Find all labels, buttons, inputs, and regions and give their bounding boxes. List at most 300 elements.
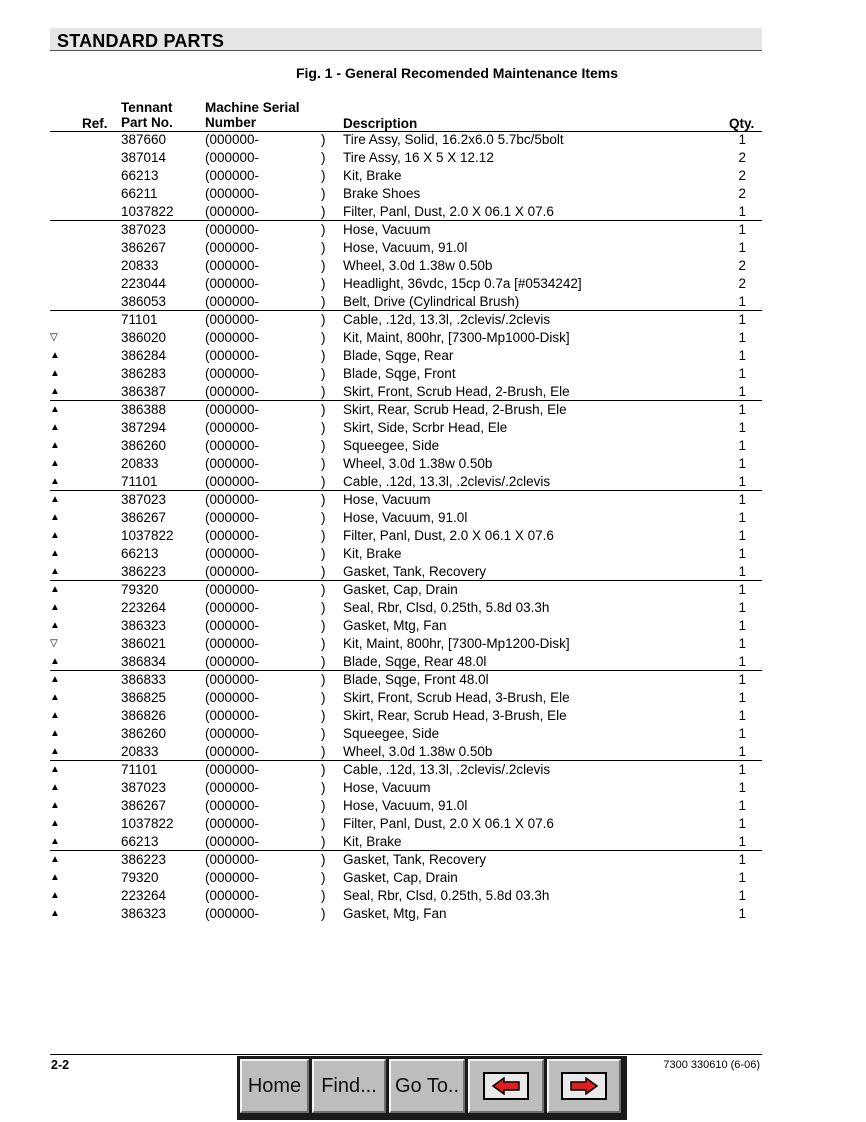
serial-close: ) <box>321 834 326 849</box>
serial-number: (000000- <box>205 276 260 291</box>
part-number: 223264 <box>121 888 167 903</box>
part-number: 223264 <box>121 600 167 615</box>
description: Kit, Brake <box>343 546 402 561</box>
table-row <box>50 131 762 149</box>
quantity: 1 <box>738 636 746 651</box>
ref-marker: ▲ <box>50 548 60 559</box>
quantity: 2 <box>738 276 746 291</box>
table-row <box>50 599 762 617</box>
ref-marker: ▽ <box>50 332 58 343</box>
serial-close: ) <box>321 816 326 831</box>
quantity: 1 <box>738 852 746 867</box>
ref-marker: ▲ <box>50 512 60 523</box>
serial-close: ) <box>321 852 326 867</box>
part-number: 386267 <box>121 240 167 255</box>
ref-marker: ▲ <box>50 530 60 541</box>
quantity: 1 <box>738 798 746 813</box>
ref-marker: ▲ <box>50 620 60 631</box>
find-button[interactable]: Find... <box>312 1059 386 1113</box>
table-row <box>50 437 762 455</box>
page-number: 2-2 <box>51 1058 70 1072</box>
description: Wheel, 3.0d 1.38w 0.50b <box>343 258 493 273</box>
quantity: 1 <box>738 528 746 543</box>
arrow-right-icon-shape <box>569 1077 599 1095</box>
part-number: 386267 <box>121 510 167 525</box>
quantity: 1 <box>738 546 746 561</box>
table-row <box>50 527 762 545</box>
ref-marker: ▲ <box>50 782 60 793</box>
previous-page-button[interactable] <box>468 1059 544 1113</box>
serial-number: (000000- <box>205 474 260 489</box>
table-row <box>50 581 762 599</box>
serial-number: (000000- <box>205 240 260 255</box>
ref-marker: ▲ <box>50 890 60 901</box>
quantity: 1 <box>738 204 746 219</box>
serial-number: (000000- <box>205 222 260 237</box>
quantity: 2 <box>738 186 746 201</box>
serial-close: ) <box>321 690 326 705</box>
ref-marker: ▲ <box>50 368 60 379</box>
serial-number: (000000- <box>205 546 260 561</box>
quantity: 2 <box>738 150 746 165</box>
serial-number: (000000- <box>205 456 260 471</box>
ref-marker: ▲ <box>50 440 60 451</box>
table-row <box>50 797 762 815</box>
quantity: 1 <box>738 618 746 633</box>
table-row <box>50 725 762 743</box>
description: Skirt, Side, Scrbr Head, Ele <box>343 420 508 435</box>
part-number: 20833 <box>121 258 159 273</box>
ref-marker: ▲ <box>50 386 60 397</box>
ref-marker: ▲ <box>50 602 60 613</box>
table-row <box>50 293 762 311</box>
description: Gasket, Tank, Recovery <box>343 564 487 579</box>
part-number: 387014 <box>121 150 167 165</box>
table-row <box>50 563 762 581</box>
serial-number: (000000- <box>205 312 260 327</box>
ref-marker: ▲ <box>50 854 60 865</box>
serial-close: ) <box>321 492 326 507</box>
serial-number: (000000- <box>205 186 260 201</box>
next-page-button[interactable] <box>547 1059 621 1113</box>
table-row <box>50 779 762 797</box>
description: Filter, Panl, Dust, 2.0 X 06.1 X 07.6 <box>343 528 554 543</box>
description: Kit, Brake <box>343 834 402 849</box>
serial-number: (000000- <box>205 258 260 273</box>
part-number: 386387 <box>121 384 167 399</box>
serial-number: (000000- <box>205 348 260 363</box>
table-row <box>50 203 762 221</box>
ref-marker: ▲ <box>50 800 60 811</box>
ref-marker: ▲ <box>50 872 60 883</box>
part-number: 387023 <box>121 492 167 507</box>
description: Hose, Vacuum <box>343 492 431 507</box>
table-row <box>50 689 762 707</box>
serial-close: ) <box>321 708 326 723</box>
ref-marker: ▲ <box>50 404 60 415</box>
part-number: 66211 <box>121 186 158 201</box>
serial-number: (000000- <box>205 150 260 165</box>
quantity: 1 <box>738 870 746 885</box>
serial-number: (000000- <box>205 402 260 417</box>
quantity: 1 <box>738 348 746 363</box>
serial-number: (000000- <box>205 132 260 147</box>
home-button[interactable]: Home <box>240 1059 309 1113</box>
table-row <box>50 617 762 635</box>
serial-close: ) <box>321 780 326 795</box>
quantity: 1 <box>738 456 746 471</box>
serial-number: (000000- <box>205 834 260 849</box>
part-number: 386021 <box>121 636 167 651</box>
description: Squeegee, Side <box>343 726 440 741</box>
description: Blade, Sqge, Front 48.0l <box>343 672 489 687</box>
serial-number: (000000- <box>205 204 260 219</box>
serial-number: (000000- <box>205 330 260 345</box>
serial-close: ) <box>321 582 326 597</box>
serial-close: ) <box>321 510 326 525</box>
serial-close: ) <box>321 888 326 903</box>
description: Hose, Vacuum, 91.0l <box>343 798 468 813</box>
part-number: 386260 <box>121 438 167 453</box>
part-number: 386267 <box>121 798 167 813</box>
part-number: 79320 <box>121 582 159 597</box>
table-row <box>50 545 762 563</box>
description: Cable, .12d, 13.3l, .2clevis/.2clevis <box>343 474 551 489</box>
serial-number: (000000- <box>205 780 260 795</box>
serial-close: ) <box>321 654 326 669</box>
part-number: 386223 <box>121 852 167 867</box>
serial-close: ) <box>321 186 326 201</box>
serial-close: ) <box>321 672 326 687</box>
arrow-left-icon <box>483 1072 529 1100</box>
serial-number: (000000- <box>205 510 260 525</box>
arrow-left-icon-shape <box>491 1077 521 1095</box>
table-row <box>50 761 762 779</box>
ref-marker: ▲ <box>50 728 60 739</box>
description: Kit, Brake <box>343 168 402 183</box>
quantity: 1 <box>738 906 746 921</box>
serial-number: (000000- <box>205 636 260 651</box>
quantity: 1 <box>738 294 746 309</box>
quantity: 1 <box>738 780 746 795</box>
serial-close: ) <box>321 798 326 813</box>
ref-marker: ▽ <box>50 638 58 649</box>
quantity: 1 <box>738 888 746 903</box>
serial-close: ) <box>321 258 326 273</box>
table-row <box>50 851 762 869</box>
document-id: 7300 330610 (6-06) <box>663 1059 760 1071</box>
part-number: 387023 <box>121 780 167 795</box>
serial-close: ) <box>321 456 326 471</box>
serial-number: (000000- <box>205 564 260 579</box>
quantity: 1 <box>738 600 746 615</box>
quantity: 1 <box>738 834 746 849</box>
serial-number: (000000- <box>205 294 260 309</box>
ref-marker: ▲ <box>50 584 60 595</box>
serial-number: (000000- <box>205 582 260 597</box>
serial-number: (000000- <box>205 708 260 723</box>
ref-marker: ▲ <box>50 422 60 433</box>
serial-close: ) <box>321 384 326 399</box>
description: Wheel, 3.0d 1.38w 0.50b <box>343 744 493 759</box>
serial-close: ) <box>321 276 326 291</box>
description: Skirt, Rear, Scrub Head, 2-Brush, Ele <box>343 402 567 417</box>
serial-number: (000000- <box>205 744 260 759</box>
parts-table <box>50 131 762 923</box>
serial-close: ) <box>321 744 326 759</box>
part-number: 386826 <box>121 708 167 723</box>
ref-marker: ▲ <box>50 818 60 829</box>
serial-number: (000000- <box>205 906 260 921</box>
table-row <box>50 671 762 689</box>
serial-number: (000000- <box>205 168 260 183</box>
part-number: 79320 <box>121 870 159 885</box>
quantity: 1 <box>738 240 746 255</box>
quantity: 1 <box>738 402 746 417</box>
part-number: 223044 <box>121 276 167 291</box>
ref-marker: ▲ <box>50 656 60 667</box>
part-number: 71101 <box>121 762 158 777</box>
serial-close: ) <box>321 600 326 615</box>
header-qty: Qty. <box>729 116 755 131</box>
part-number: 66213 <box>121 546 159 561</box>
serial-number: (000000- <box>205 420 260 435</box>
serial-close: ) <box>321 546 326 561</box>
serial-close: ) <box>321 294 326 309</box>
description: Kit, Maint, 800hr, [7300-Mp1000-Disk] <box>343 330 570 345</box>
serial-close: ) <box>321 402 326 417</box>
table-row <box>50 707 762 725</box>
serial-close: ) <box>321 132 326 147</box>
header-part-bottom: Part No. <box>121 115 173 130</box>
part-number: 386284 <box>121 348 167 363</box>
description: Gasket, Cap, Drain <box>343 870 458 885</box>
serial-number: (000000- <box>205 384 260 399</box>
table-row <box>50 491 762 509</box>
serial-close: ) <box>321 762 326 777</box>
table-row <box>50 401 762 419</box>
serial-number: (000000- <box>205 816 260 831</box>
navigation-bar <box>237 1056 627 1120</box>
part-number: 66213 <box>121 168 159 183</box>
header-description: Description <box>343 116 418 131</box>
ref-marker: ▲ <box>50 764 60 775</box>
quantity: 1 <box>738 582 746 597</box>
description: Cable, .12d, 13.3l, .2clevis/.2clevis <box>343 762 551 777</box>
quantity: 1 <box>738 438 746 453</box>
serial-number: (000000- <box>205 852 260 867</box>
description: Blade, Sqge, Front <box>343 366 456 381</box>
description: Hose, Vacuum <box>343 222 431 237</box>
ref-marker: ▲ <box>50 674 60 685</box>
serial-close: ) <box>321 312 326 327</box>
part-number: 66213 <box>121 834 159 849</box>
table-row <box>50 347 762 365</box>
part-number: 387660 <box>121 132 167 147</box>
header-part-top: Tennant <box>121 100 173 115</box>
part-number: 386053 <box>121 294 167 309</box>
serial-close: ) <box>321 366 326 381</box>
table-row <box>50 383 762 401</box>
serial-number: (000000- <box>205 366 260 381</box>
ref-marker: ▲ <box>50 350 60 361</box>
part-number: 386834 <box>121 654 167 669</box>
table-row <box>50 743 762 761</box>
quantity: 1 <box>738 744 746 759</box>
serial-number: (000000- <box>205 798 260 813</box>
quantity: 1 <box>738 366 746 381</box>
part-number: 386833 <box>121 672 167 687</box>
table-row <box>50 419 762 437</box>
description: Brake Shoes <box>343 186 421 201</box>
description: Skirt, Front, Scrub Head, 2-Brush, Ele <box>343 384 570 399</box>
ref-marker: ▲ <box>50 566 60 577</box>
serial-close: ) <box>321 348 326 363</box>
part-number: 386323 <box>121 906 167 921</box>
table-row <box>50 257 762 275</box>
description: Blade, Sqge, Rear <box>343 348 454 363</box>
table-row <box>50 149 762 167</box>
serial-close: ) <box>321 870 326 885</box>
serial-number: (000000- <box>205 726 260 741</box>
serial-close: ) <box>321 150 326 165</box>
table-row <box>50 167 762 185</box>
part-number: 386223 <box>121 564 167 579</box>
part-number: 387294 <box>121 420 167 435</box>
quantity: 1 <box>738 690 746 705</box>
description: Belt, Drive (Cylindrical Brush) <box>343 294 520 309</box>
serial-close: ) <box>321 618 326 633</box>
serial-close: ) <box>321 906 326 921</box>
quantity: 2 <box>738 168 746 183</box>
ref-marker: ▲ <box>50 692 60 703</box>
table-row <box>50 635 762 653</box>
quantity: 1 <box>738 708 746 723</box>
ref-marker: ▲ <box>50 458 60 469</box>
serial-close: ) <box>321 726 326 741</box>
description: Kit, Maint, 800hr, [7300-Mp1200-Disk] <box>343 636 570 651</box>
quantity: 1 <box>738 312 746 327</box>
description: Gasket, Mtg, Fan <box>343 906 447 921</box>
part-number: 71101 <box>121 312 158 327</box>
part-number: 386020 <box>121 330 167 345</box>
serial-close: ) <box>321 420 326 435</box>
description: Tire Assy, 16 X 5 X 12.12 <box>343 150 494 165</box>
serial-close: ) <box>321 528 326 543</box>
quantity: 1 <box>738 474 746 489</box>
table-row <box>50 905 762 923</box>
table-row <box>50 365 762 383</box>
part-number: 71101 <box>121 474 158 489</box>
serial-number: (000000- <box>205 762 260 777</box>
description: Skirt, Front, Scrub Head, 3-Brush, Ele <box>343 690 570 705</box>
description: Seal, Rbr, Clsd, 0.25th, 5.8d 03.3h <box>343 888 550 903</box>
table-row <box>50 239 762 257</box>
header-serial-top: Machine Serial <box>205 100 300 115</box>
description: Filter, Panl, Dust, 2.0 X 06.1 X 07.6 <box>343 204 554 219</box>
figure-title: Fig. 1 - General Recomended Maintenance Items <box>295 65 619 81</box>
part-number: 20833 <box>121 744 159 759</box>
table-row <box>50 185 762 203</box>
serial-close: ) <box>321 240 326 255</box>
arrow-right-icon <box>561 1072 607 1100</box>
description: Seal, Rbr, Clsd, 0.25th, 5.8d 03.3h <box>343 600 550 615</box>
description: Gasket, Cap, Drain <box>343 582 458 597</box>
part-number: 20833 <box>121 456 159 471</box>
table-row <box>50 833 762 851</box>
table-row <box>50 473 762 491</box>
goto-button[interactable]: Go To.. <box>389 1059 465 1113</box>
quantity: 1 <box>738 222 746 237</box>
serial-number: (000000- <box>205 654 260 669</box>
serial-number: (000000- <box>205 618 260 633</box>
part-number: 386260 <box>121 726 167 741</box>
serial-number: (000000- <box>205 600 260 615</box>
table-row <box>50 887 762 905</box>
table-row <box>50 509 762 527</box>
part-number: 386825 <box>121 690 167 705</box>
serial-close: ) <box>321 222 326 237</box>
serial-number: (000000- <box>205 888 260 903</box>
quantity: 1 <box>738 510 746 525</box>
table-row <box>50 311 762 329</box>
ref-marker: ▲ <box>50 746 60 757</box>
serial-close: ) <box>321 636 326 651</box>
table-row <box>50 221 762 239</box>
serial-close: ) <box>321 204 326 219</box>
table-row <box>50 329 762 347</box>
serial-number: (000000- <box>205 438 260 453</box>
quantity: 1 <box>738 492 746 507</box>
footer-divider <box>50 1054 762 1055</box>
serial-close: ) <box>321 168 326 183</box>
description: Gasket, Tank, Recovery <box>343 852 487 867</box>
part-number: 386388 <box>121 402 167 417</box>
serial-number: (000000- <box>205 672 260 687</box>
ref-marker: ▲ <box>50 494 60 505</box>
quantity: 1 <box>738 672 746 687</box>
quantity: 1 <box>738 726 746 741</box>
ref-marker: ▲ <box>50 710 60 721</box>
serial-number: (000000- <box>205 690 260 705</box>
table-row <box>50 275 762 293</box>
table-row <box>50 653 762 671</box>
serial-close: ) <box>321 438 326 453</box>
header-serial-bottom: Number <box>205 115 257 130</box>
description: Hose, Vacuum <box>343 780 431 795</box>
quantity: 1 <box>738 420 746 435</box>
serial-close: ) <box>321 564 326 579</box>
header-ref: Ref. <box>82 116 108 131</box>
quantity: 1 <box>738 564 746 579</box>
quantity: 1 <box>738 384 746 399</box>
serial-number: (000000- <box>205 870 260 885</box>
description: Wheel, 3.0d 1.38w 0.50b <box>343 456 493 471</box>
part-number: 1037822 <box>121 204 174 219</box>
description: Hose, Vacuum, 91.0l <box>343 510 468 525</box>
part-number: 386283 <box>121 366 167 381</box>
quantity: 1 <box>738 654 746 669</box>
serial-number: (000000- <box>205 528 260 543</box>
description: Blade, Sqge, Rear 48.0l <box>343 654 487 669</box>
description: Squeegee, Side <box>343 438 440 453</box>
part-number: 387023 <box>121 222 167 237</box>
description: Gasket, Mtg, Fan <box>343 618 447 633</box>
quantity: 1 <box>738 816 746 831</box>
ref-marker: ▲ <box>50 908 60 919</box>
part-number: 386323 <box>121 618 167 633</box>
ref-marker: ▲ <box>50 476 60 487</box>
